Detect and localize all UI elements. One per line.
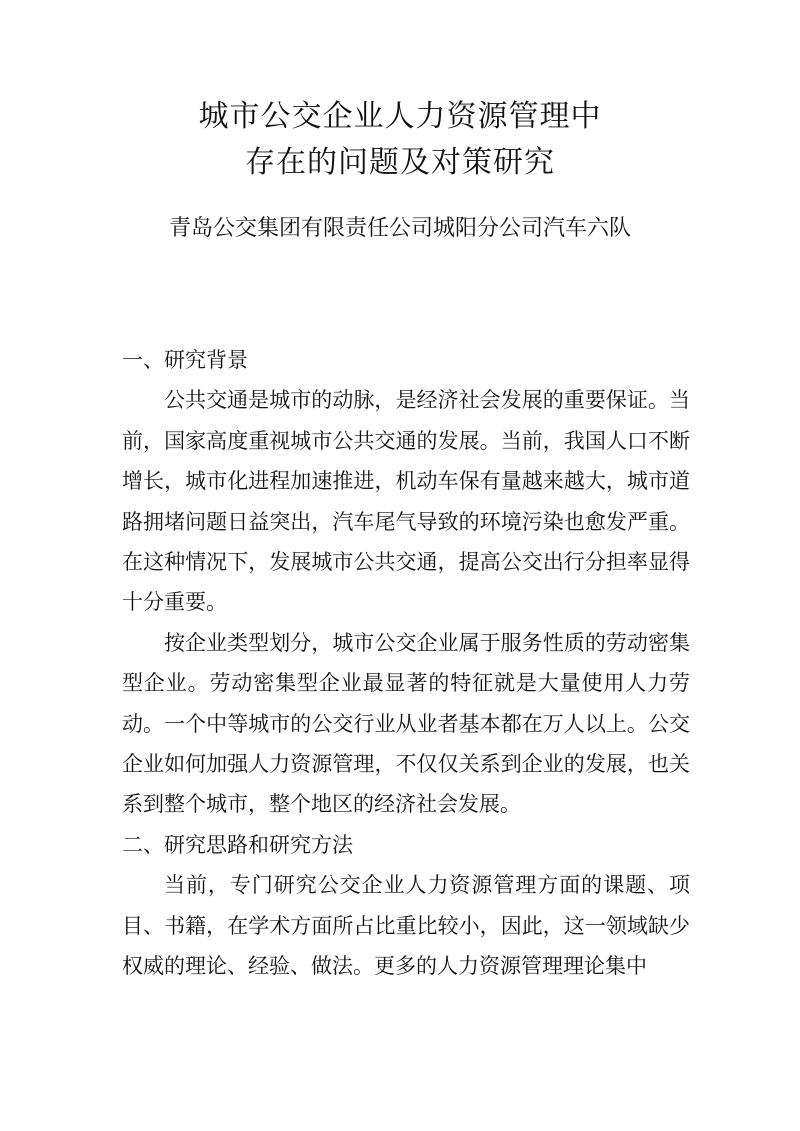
section-heading-research-background: 一、研究背景 [122, 348, 248, 372]
title-line-2: 存在的问题及对策研究 [245, 145, 555, 180]
paragraph-labor-intensive-enterprise: 按企业类型划分，城市公交企业属于服务性质的劳动密集型企业。劳动密集型企业最显著的特征就是大量使用人力劳动。一个中等城市的公交行业从业者基本都在万人以上。公交企业如何加强人力资源管理，不仅仅关系到企业的发展，也关系到整个城市，整个地区的经济社会发展。 [122, 630, 690, 817]
author-affiliation: 青岛公交集团有限责任公司城阳分公司汽车六队 [168, 216, 631, 241]
paragraph-public-transport-importance: 公共交通是城市的动脉，是经济社会发展的重要保证。当前，国家高度重视城市公共交通的发展。当前，我国人口不断增长，城市化进程加速推进，机动车保有量越来越大，城市道路拥堵问题日益突出，汽车尾气导致的环境污染也愈发严重。在这种情况下，发展城市公共交通，提高公交出行分担率显得十分重要。 [122, 388, 690, 615]
document-title [0, 94, 800, 186]
document-body [122, 340, 690, 987]
paragraph-research-status: 当前，专门研究公交企业人力资源管理方面的课题、项目、书籍，在学术方面所占比重比较小，因此，这一领域缺少权威的理论、经验、做法。更多的人力资源管理理论集中 [122, 873, 690, 979]
title-line-1: 城市公交企业人力资源管理中 [198, 99, 602, 134]
section-heading-research-approach: 二、研究思路和研究方法 [122, 832, 353, 857]
